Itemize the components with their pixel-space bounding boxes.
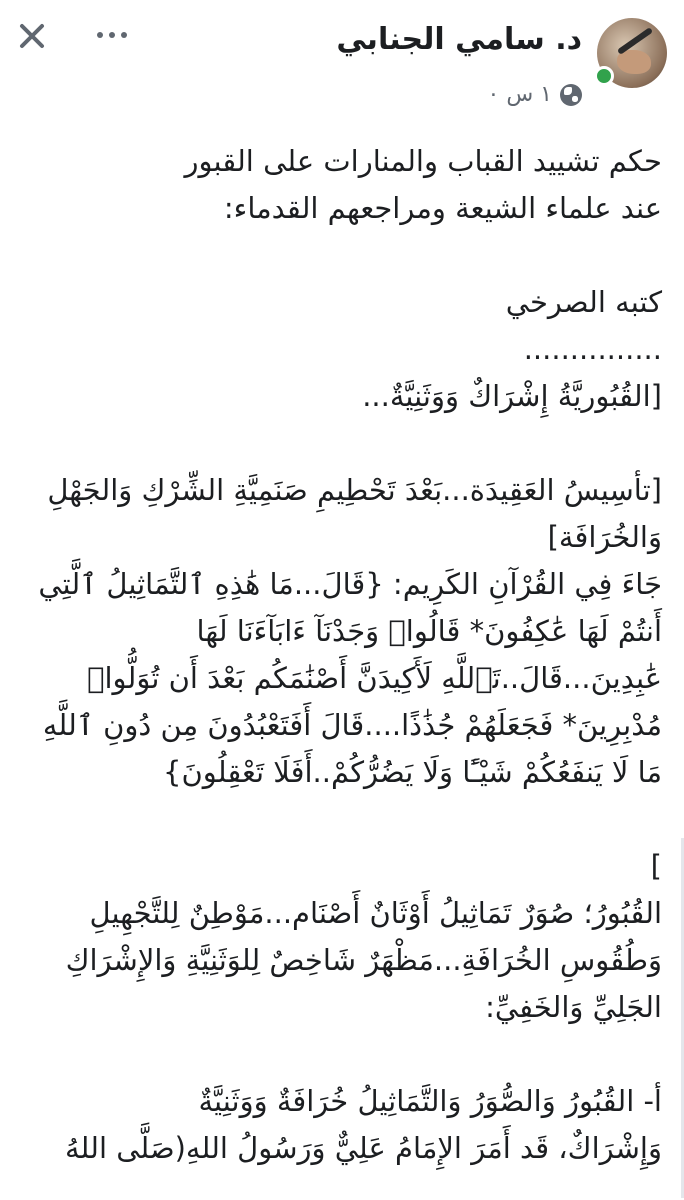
post-text-line: أَنتُمْ لَهَا عَٰكِفُونَ* قَالُوا۟ وَجَدْنَآ ءَابَآءَنَا لَهَا (196, 614, 662, 648)
online-status-icon (594, 66, 614, 86)
post-text-line: عَٰبِدِينَ...قَالَ..تَٱللَّهِ لَأَكِيدَنَّ أَصْنَٰمَكُم بَعْدَ أَن تُوَلُّوا۟ (87, 661, 662, 695)
post-text-line: مَا لَا يَنفَعُكُمْ شَيْـًٔا وَلَا يَضُرُّكُمْ..أَفَلَا تَعْقِلُونَ} (163, 755, 662, 789)
post-blank-line (22, 1031, 662, 1078)
more-options-icon-dot (109, 32, 115, 38)
post-text-line: ] (650, 849, 662, 883)
post-text-line: جَاءَ فِي القُرْآنِ الكَرِيم: {قَالَ...مَا هَٰذِهِ ٱلتَّمَاثِيلُ ٱلَّتِي (38, 567, 662, 601)
post-blank-line (22, 420, 662, 467)
post-text-line: وَطُقُوسِ الخُرَافَةِ...مَظْهَرٌ شَاخِصٌ لِلوَثَنِيَّةِ وَالإِشْرَاكِ (65, 943, 662, 977)
more-options-icon-dot (121, 32, 127, 38)
post-text-line: [القُبُوريَّةُ إِشْرَاكٌ وَوَثَنِيَّةٌ... (362, 379, 662, 413)
post-text-line: مُدْبِرِينَ* فَجَعَلَهُمْ جُذَٰذًا....قَالَ أَفَتَعْبُدُونَ مِن دُونِ ٱللَّهِ (42, 708, 662, 742)
post-blank-line (22, 232, 662, 279)
post-body (22, 138, 662, 1172)
post-timestamp[interactable]: ١ س ٠ (487, 82, 552, 107)
globe-icon (560, 84, 582, 106)
post-text-line: الجَلِيِّ وَالخَفِيِّ: (485, 990, 662, 1024)
post-text-line: ............... (523, 332, 662, 366)
post-text-line: كتبه الصرخي (505, 285, 662, 319)
post-meta (488, 82, 583, 107)
post-text-line: عند علماء الشيعة ومراجعهم القدماء: (223, 191, 662, 225)
author-name[interactable]: د. سامي الجنابي (336, 22, 582, 57)
post-blank-line (22, 796, 662, 843)
post-text-line: وَإِشْرَاكٌ، قَد أَمَرَ الإِمَامُ عَلِيٌّ وَرَسُولُ اللهِ(صَلَّى اللهُ (64, 1131, 662, 1165)
post-text-line: القُبُورُ؛ صُوَرٌ تَمَاثِيلُ أَوْثَانٌ أَصْنَام...مَوْطِنٌ لِلتَّجْهِيلِ (89, 896, 662, 930)
close-button[interactable] (14, 18, 50, 54)
post-text-line: وَالخُرَافَة] (547, 520, 662, 554)
post-text-line: أ- القُبُورُ وَالصُّوَرُ وَالتَّمَاثِيلُ خُرَافَةٌ وَوَثَنِيَّةٌ (198, 1084, 662, 1118)
post-text-line: حكم تشييد القباب والمنارات على القبور (184, 144, 662, 178)
close-icon (19, 23, 45, 49)
more-options-icon (97, 32, 103, 38)
post-text-line: [تأسِيسُ العَقِيدَة...بَعْدَ تَحْطِيمِ صَنَمِيَّةِ الشِّرْكِ وَالجَهْلِ (47, 473, 662, 507)
more-options-button[interactable] (92, 20, 132, 50)
post-header (0, 0, 684, 130)
